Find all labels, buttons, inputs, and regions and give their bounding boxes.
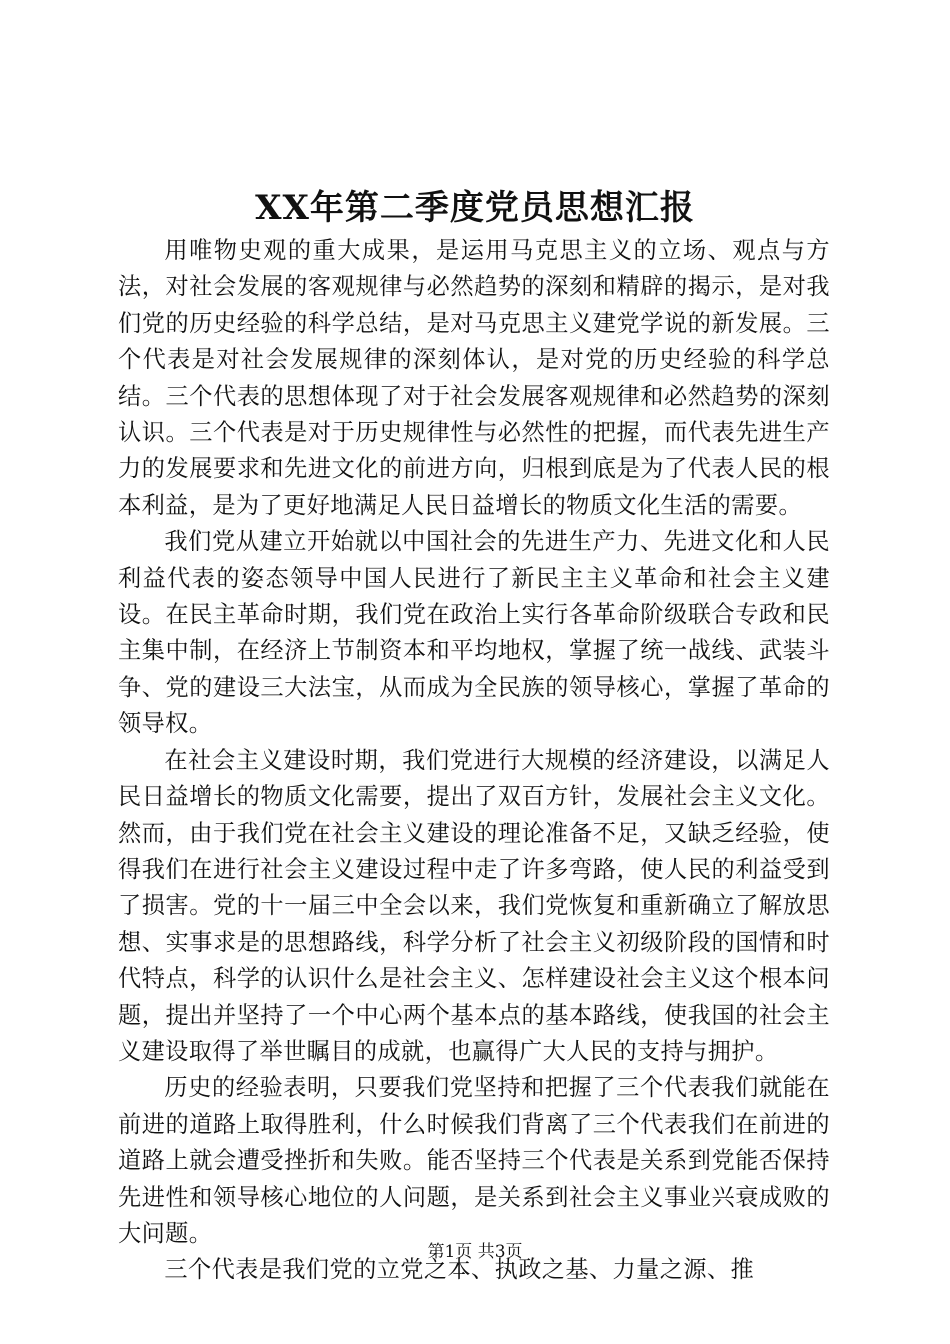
paragraph: 三个代表是我们党的立党之本、执政之基、力量之源、推	[164, 1256, 755, 1284]
document-body	[118, 233, 830, 1289]
paragraph: 我们党从建立开始就以中国社会的先进生产力、先进文化和人民利益代表的姿态领导中国人民进行了新民主主义革命和社会主义建设。在民主革命时期，我们党在政治上实行各革命阶级联合专政和民主集中制，在经济上节制资本和平均地权，掌握了统一战线、武装斗争、党的建设三大法宝，从而成为全民族的领导核心，掌握了革命的领导权。	[118, 528, 830, 738]
document-title: XX年第二季度党员思想汇报	[255, 188, 695, 228]
paragraph: 历史的经验表明，只要我们党坚持和把握了三个代表我们就能在前进的道路上取得胜利，什么时候我们背离了三个代表我们在前进的道路上就会遭受挫折和失败。能否坚持三个代表是关系到党能否保持先进性和领导核心地位的人问题，是关系到社会主义事业兴衰成败的大问题。	[118, 1074, 830, 1247]
paragraph: 在社会主义建设时期，我们党进行大规模的经济建设，以满足人民日益增长的物质文化需要，提出了双百方针，发展社会主义文化。然而，由于我们党在社会主义建设的理论准备不足，又缺乏经验，使得我们在进行社会主义建设过程中走了许多弯路，使人民的利益受到了损害。党的十一届三中全会以来，我们党恢复和重新确立了解放思想、实事求是的思想路线，科学分析了社会主义初级阶段的国情和时代特点，科学的认识什么是社会主义、怎样建设社会主义这个根本问题，提出并坚持了一个中心两个基本点的基本路线，使我国的社会主义建设取得了举世瞩目的成就，也赢得广大人民的支持与拥护。	[118, 746, 830, 1065]
paragraph: 用唯物史观的重大成果，是运用马克思主义的立场、观点与方法，对社会发展的客观规律与必然趋势的深刻和精辟的揭示，是对我们党的历史经验的科学总结，是对马克思主义建党学说的新发展。三个代表是对社会发展规律的深刻体认，是对党的历史经验的科学总结。三个代表的思想体现了对于社会发展客观规律和必然趋势的深刻认识。三个代表是对于历史规律性与必然性的把握，而代表先进生产力的发展要求和先进文化的前进方向，归根到底是为了代表人民的根本利益，是为了更好地满足人民日益增长的物质文化生活的需要。	[118, 237, 830, 519]
page-number-footer: 第1页 共3页	[427, 1242, 523, 1262]
